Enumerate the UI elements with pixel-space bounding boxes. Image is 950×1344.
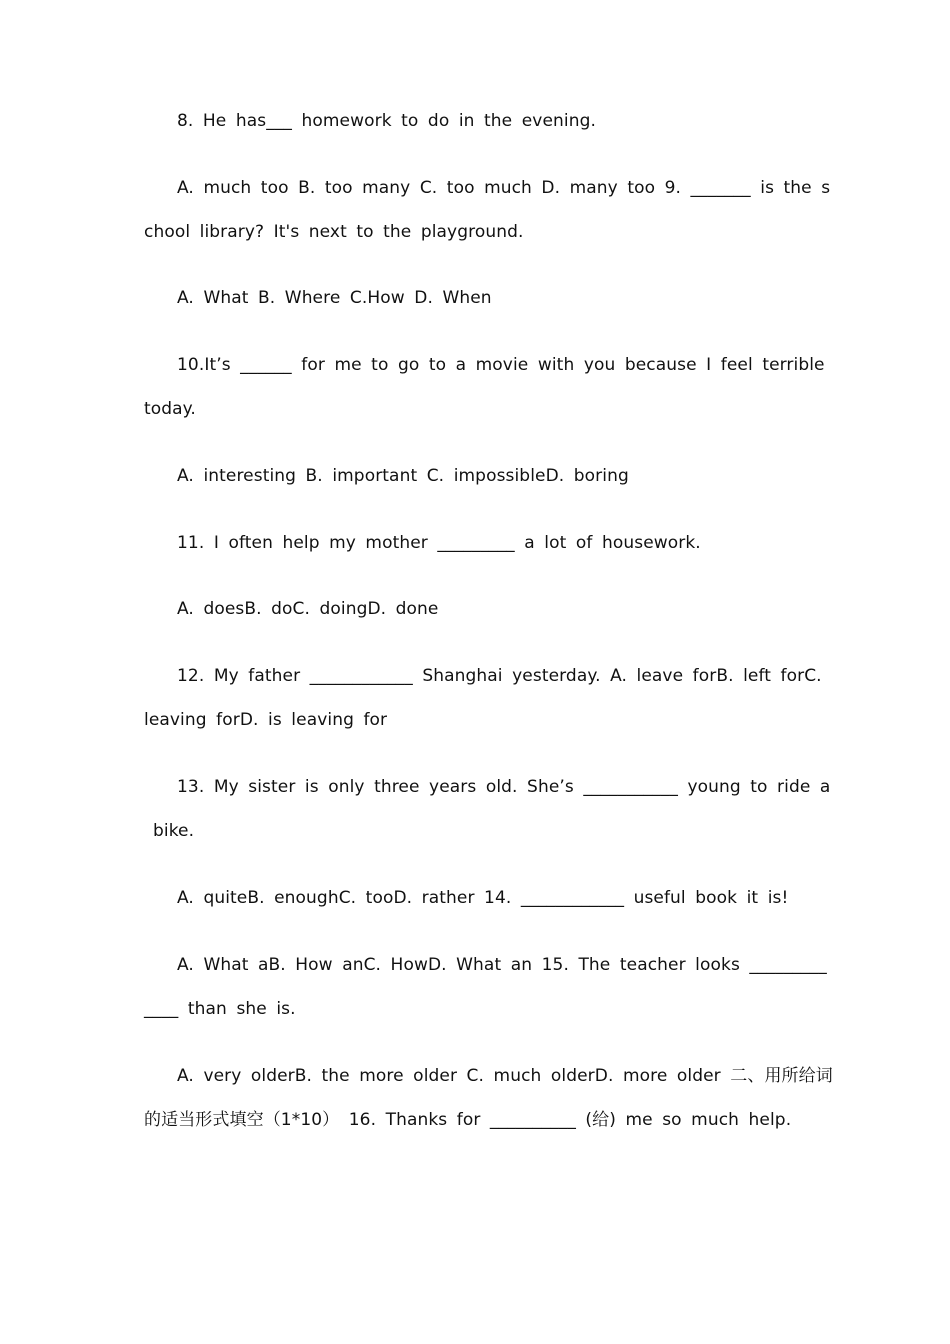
- question-9-options: A. What B. Where C.How D. When: [177, 288, 492, 308]
- question-8-options: A. much too B. too many C. too much D. many too 9. _______ is the s: [177, 178, 831, 198]
- question-10-continuation: today.: [144, 399, 196, 419]
- question-10-text: 10.It’s ______ for me to go to a movie with you because I feel terrible: [177, 355, 825, 375]
- question-12-continuation: leaving forD. is leaving for: [144, 710, 388, 730]
- question-15-options: A. very olderB. the more older C. much olderD. more older 二、用所给词: [177, 1066, 833, 1086]
- section-2-question-16: 的适当形式填空（1*10） 16. Thanks for __________ (给) me so much help.: [144, 1110, 792, 1130]
- question-15-continuation: ____ than she is.: [144, 999, 296, 1019]
- question-10-options: A. interesting B. important C. impossibleD. boring: [177, 466, 629, 486]
- question-13-options: A. quiteB. enoughC. tooD. rather 14. ____________ useful book it is!: [177, 888, 789, 908]
- question-13-continuation: bike.: [153, 821, 195, 841]
- question-11-options: A. doesB. doC. doingD. done: [177, 599, 439, 619]
- question-13-text: 13. My sister is only three years old. She’s ___________ young to ride a: [177, 777, 831, 797]
- question-12-text: 12. My father ____________ Shanghai yesterday. A. leave forB. left forC.: [177, 666, 822, 686]
- question-8-text: 8. He has___ homework to do in the evening.: [177, 111, 596, 131]
- question-11-text: 11. I often help my mother _________ a lot of housework.: [177, 533, 701, 553]
- question-14-options: A. What aB. How anC. HowD. What an 15. The teacher looks _________: [177, 955, 827, 975]
- question-9-continuation: chool library? It's next to the playground.: [144, 222, 524, 242]
